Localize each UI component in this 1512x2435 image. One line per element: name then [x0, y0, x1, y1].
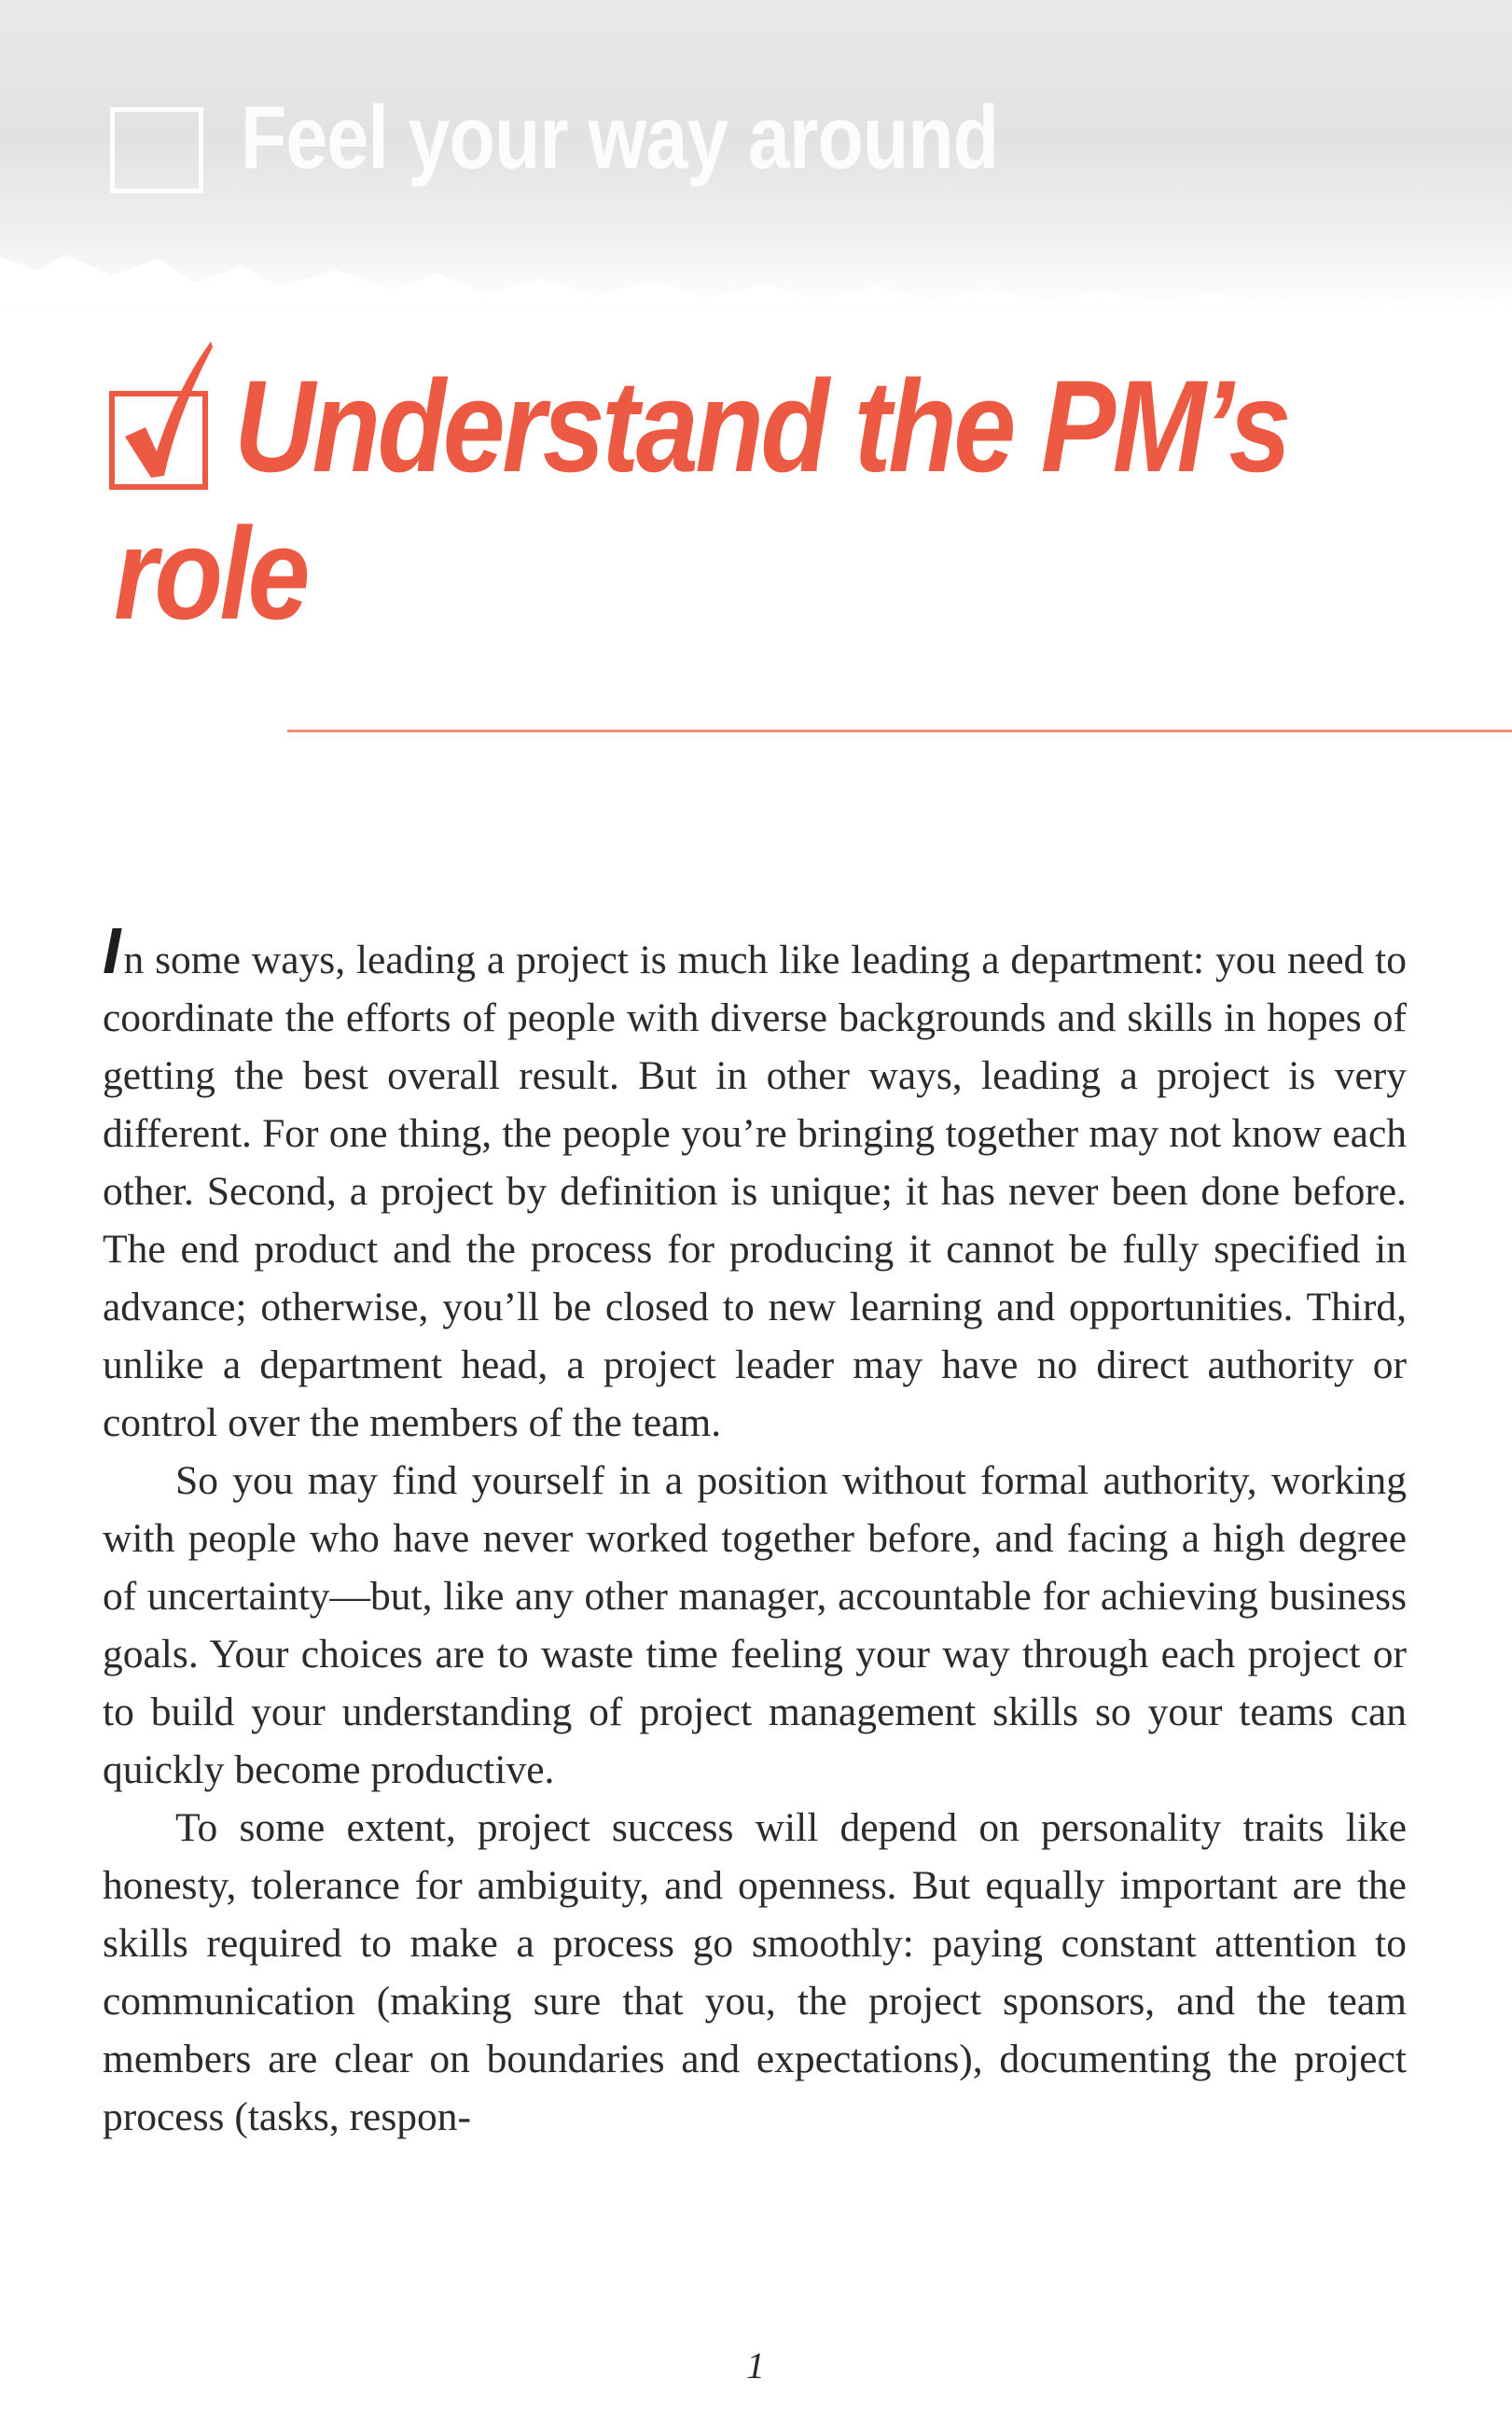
title-divider [287, 730, 1512, 732]
empty-checkbox-icon [110, 107, 203, 193]
page-title-line-2: role [114, 500, 308, 647]
page-title [114, 353, 1420, 647]
page-title-line-1: Understand the PM’s [234, 353, 1288, 499]
paragraph-2: So you may find yourself in a position without formal authority, working with people who have never worked together before, and facing a high degree of uncertainty—but, like any other manager, accountable for achieving business goals. Your choices are to waste time feeling your way through each project or to build your understanding of project management skills so your teams can quickly become productive. [103, 1458, 1407, 1792]
paragraph-3: To some extent, project success will depend on personality traits like honesty, tolerance for ambiguity, and openness. But equally important are the skills required to make a process go smoothly: paying constant attention to communication (making sure that you, the project sponsors, and the team members are clear on boundaries and expectations), documenting the project process (tasks, respon- [103, 1805, 1407, 2139]
paragraph-1-text: n some ways, leading a project is much like leading a department: you need to coordinate the efforts of people with diverse backgrounds and skills in hopes of getting the best overall result. But in other ways, leading a project is very different. For one thing, the people you’re bringing together may not know each other. Second, a project by definition is unique; it has never been done before. The end product and the process for producing it cannot be fully specified in advance; otherwise, you’ll be closed to new learning and opportunities. Third, unlike a department head, a project leader may have no direct authority or control over the members of the team. [103, 938, 1407, 1445]
paragraph-1 [103, 914, 1407, 1452]
torn-edge [0, 238, 1512, 303]
page-number: 1 [746, 2345, 765, 2386]
body-text [103, 914, 1407, 2146]
previous-step-heading: Feel your way around [241, 88, 999, 188]
drop-cap: I [103, 914, 121, 987]
